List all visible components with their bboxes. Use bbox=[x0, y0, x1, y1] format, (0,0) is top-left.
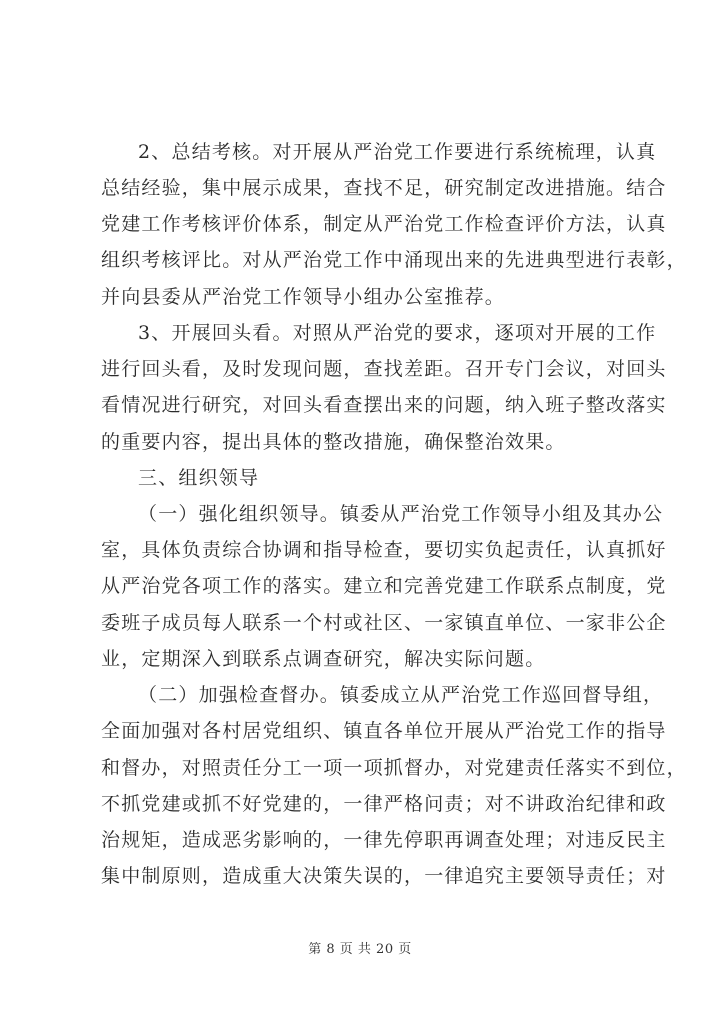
paragraph-item-3-line-3: 看情况进行研究，对回头看查摆出来的问题，纳入班子整改落实 bbox=[101, 394, 667, 416]
paragraph-item-3-line-4: 的重要内容，提出具体的整改措施，确保整治效果。 bbox=[101, 431, 566, 453]
section-heading-organization-leadership: 三、组织领导 bbox=[138, 467, 260, 489]
paragraph-sub-2-line-4: 不抓党建或抓不好党建的，一律严格问责；对不讲政治纪律和政 bbox=[101, 793, 667, 815]
paragraph-item-2-line-5: 并向县委从严治党工作领导小组办公室推荐。 bbox=[101, 286, 506, 308]
paragraph-sub-2-line-5: 治规矩，造成恶劣影响的，一律先停职再调查处理；对违反民主 bbox=[101, 829, 667, 851]
paragraph-sub-1-line-1: （一）强化组织领导。镇委从严治党工作领导小组及其办公 bbox=[138, 503, 664, 525]
paragraph-sub-2-line-2: 全面加强对各村居党组织、镇直各单位开展从严治党工作的指导 bbox=[101, 720, 667, 742]
paragraph-sub-1-line-4: 委班子成员每人联系一个村或社区、一家镇直单位、一家非公企 bbox=[101, 612, 667, 634]
paragraph-sub-1-line-2: 室，具体负责综合协调和指导检查，要切实负起责任，认真抓好 bbox=[101, 539, 667, 561]
paragraph-sub-2-line-3: 和督办，对照责任分工一项一项抓督办，对党建责任落实不到位， bbox=[101, 757, 687, 779]
paragraph-sub-1-line-3: 从严治党各项工作的落实。建立和完善党建工作联系点制度，党 bbox=[101, 575, 667, 597]
page-number-footer: 第 8 页 共 20 页 bbox=[308, 942, 412, 957]
paragraph-item-2-line-4: 组织考核评比。对从严治党工作中涌现出来的先进典型进行表彰， bbox=[101, 249, 687, 271]
paragraph-item-2-line-2: 总结经验，集中展示成果，查找不足，研究制定改进措施。结合 bbox=[101, 177, 667, 199]
paragraph-sub-2-line-1: （二）加强检查督办。镇委成立从严治党工作巡回督导组， bbox=[138, 684, 664, 706]
paragraph-item-3-line-1: 3、开展回头看。对照从严治党的要求，逐项对开展的工作 bbox=[138, 322, 657, 344]
paragraph-item-2-line-1: 2、总结考核。对开展从严治党工作要进行系统梳理，认真 bbox=[138, 141, 657, 163]
paragraph-item-2-line-3: 党建工作考核评价体系，制定从严治党工作检查评价方法，认真 bbox=[101, 213, 667, 235]
paragraph-sub-1-line-5: 业，定期深入到联系点调查研究，解决实际问题。 bbox=[101, 648, 546, 670]
paragraph-item-3-line-2: 进行回头看，及时发现问题，查找差距。召开专门会议，对回头 bbox=[101, 358, 667, 380]
paragraph-sub-2-line-6: 集中制原则，造成重大决策失误的，一律追究主要领导责任；对 bbox=[101, 865, 667, 887]
